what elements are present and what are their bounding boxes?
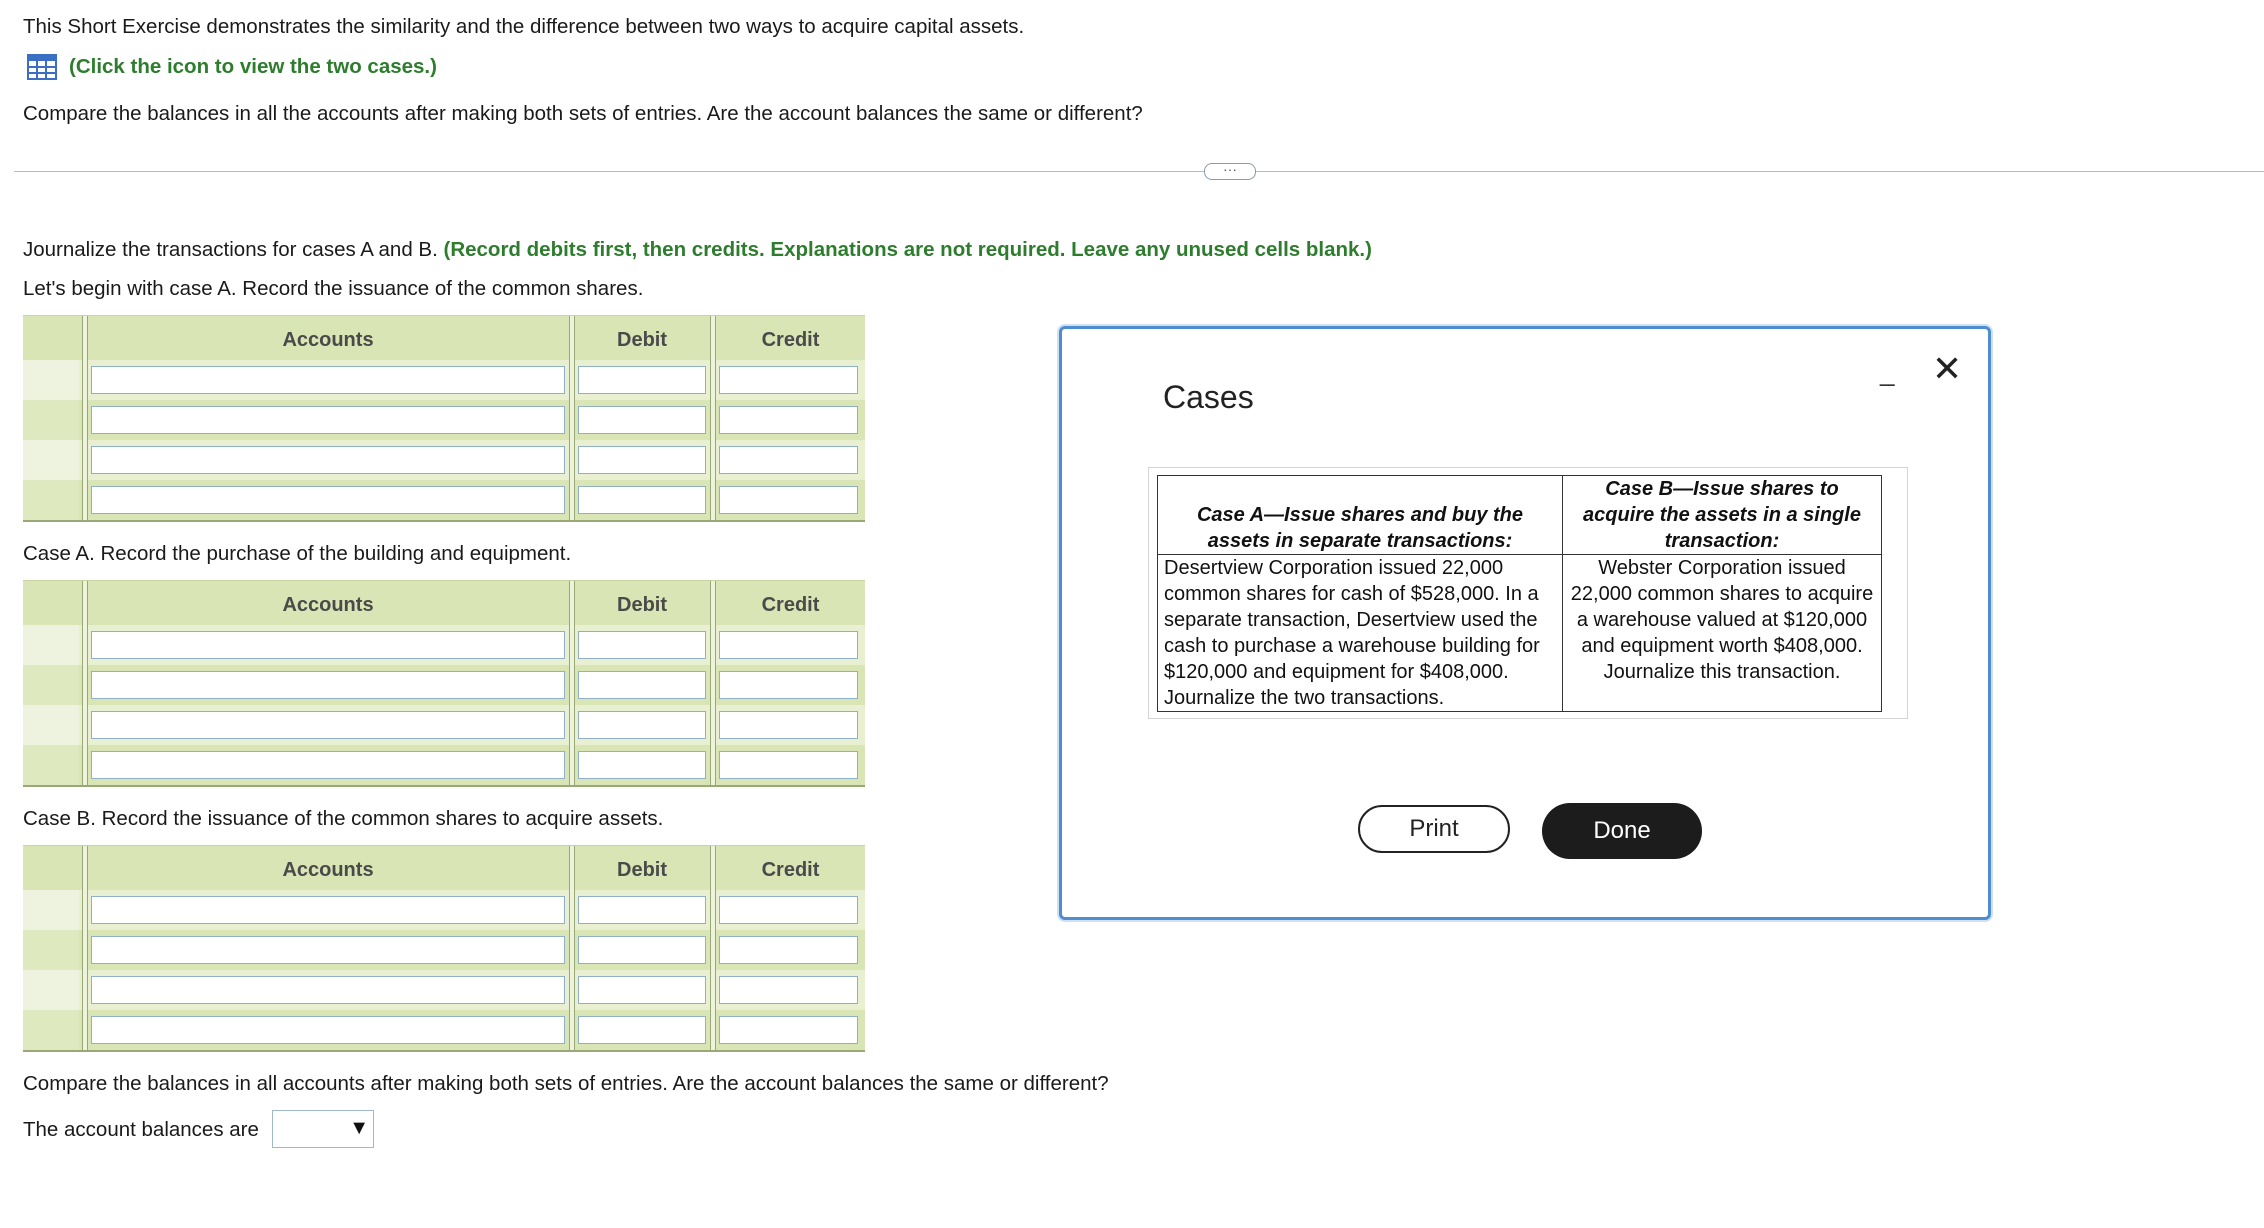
debit-input[interactable]	[578, 366, 706, 394]
table-row	[23, 400, 865, 440]
instructions-note: (Record debits first, then credits. Explanations are not required. Leave any unused cells blank.)	[443, 238, 1372, 261]
credit-input[interactable]	[719, 486, 858, 514]
case-a-text: Desertview Corporation issued 22,000 common shares for cash of $528,000. In a separate transaction, Desertview used the cash to purchase a warehouse building for $120,000 and equipment for $408,000. Journalize the two transactions.	[1158, 555, 1563, 712]
debit-input[interactable]	[578, 751, 706, 779]
account-input[interactable]	[91, 631, 565, 659]
table-row	[23, 930, 865, 970]
debit-input[interactable]	[578, 936, 706, 964]
table-header	[23, 580, 865, 625]
account-input[interactable]	[91, 936, 565, 964]
header-accounts: Accounts	[282, 859, 374, 881]
cases-dialog	[1059, 326, 1991, 920]
table-icon[interactable]	[27, 54, 57, 85]
journal-table-case-a-shares	[23, 315, 865, 522]
case-b-header: Case B—Issue shares to acquire the assets in a single transaction:	[1563, 476, 1882, 555]
account-input[interactable]	[91, 406, 565, 434]
table-row	[23, 665, 865, 705]
credit-input[interactable]	[719, 751, 858, 779]
debit-input[interactable]	[578, 486, 706, 514]
credit-input[interactable]	[719, 406, 858, 434]
instructions-prefix: Journalize the transactions for cases A and B.	[23, 238, 444, 261]
case-a-header: Case A—Issue shares and buy the assets in separate transactions:	[1158, 476, 1563, 555]
account-input[interactable]	[91, 711, 565, 739]
minimize-icon[interactable]: _	[1880, 357, 1895, 387]
account-input[interactable]	[91, 976, 565, 1004]
intro-text: This Short Exercise demonstrates the similarity and the difference between two ways to acquire capital assets.	[23, 15, 1025, 38]
table-row	[23, 360, 865, 400]
credit-input[interactable]	[719, 896, 858, 924]
table-row	[23, 705, 865, 745]
credit-input[interactable]	[719, 711, 858, 739]
debit-input[interactable]	[578, 711, 706, 739]
credit-input[interactable]	[719, 1016, 858, 1044]
journal-table-case-a-purchase	[23, 580, 865, 787]
journal-table-case-b	[23, 845, 865, 1052]
debit-input[interactable]	[578, 446, 706, 474]
print-button[interactable]: Print	[1358, 805, 1510, 853]
credit-input[interactable]	[719, 446, 858, 474]
account-input[interactable]	[91, 1016, 565, 1044]
account-input[interactable]	[91, 366, 565, 394]
dialog-title: Cases	[1163, 379, 1254, 415]
table-row	[23, 440, 865, 480]
close-icon[interactable]: ✕	[1932, 348, 1963, 389]
cases-table	[1157, 475, 1882, 712]
table-header	[23, 315, 865, 360]
table-row	[23, 625, 865, 665]
header-debit: Debit	[617, 329, 667, 351]
debit-input[interactable]	[578, 896, 706, 924]
table-row	[23, 745, 865, 785]
expand-button[interactable]: ···	[1204, 163, 1256, 180]
dropdown-arrow-icon: ▼	[349, 1117, 369, 1139]
header-credit: Credit	[761, 594, 820, 616]
credit-input[interactable]	[719, 671, 858, 699]
header-accounts: Accounts	[282, 329, 374, 351]
table-row	[23, 1010, 865, 1050]
account-balances-select[interactable]	[272, 1110, 374, 1148]
debit-input[interactable]	[578, 631, 706, 659]
header-credit: Credit	[761, 859, 820, 881]
header-debit: Debit	[617, 859, 667, 881]
debit-input[interactable]	[578, 1016, 706, 1044]
account-input[interactable]	[91, 671, 565, 699]
debit-input[interactable]	[578, 406, 706, 434]
header-accounts: Accounts	[282, 594, 374, 616]
view-cases-link[interactable]: (Click the icon to view the two cases.)	[69, 55, 437, 78]
case-b-text: Webster Corporation issued 22,000 common shares to acquire a warehouse valued at $120,000 and equipment worth $408,000. Journalize this transaction.	[1563, 555, 1882, 712]
table-row	[23, 480, 865, 520]
account-input[interactable]	[91, 446, 565, 474]
case-b-label: Case B. Record the issuance of the common shares to acquire assets.	[23, 807, 664, 830]
compare-question: Compare the balances in all accounts after making both sets of entries. Are the account balances the same or different?	[23, 1072, 1109, 1095]
account-input[interactable]	[91, 896, 565, 924]
done-button[interactable]: Done	[1542, 803, 1702, 859]
section-divider	[14, 171, 2264, 172]
account-input[interactable]	[91, 486, 565, 514]
table-header	[23, 845, 865, 890]
table-row	[23, 890, 865, 930]
account-input[interactable]	[91, 751, 565, 779]
case-a-shares-label: Let's begin with case A. Record the issuance of the common shares.	[23, 277, 644, 300]
case-a-purchase-label: Case A. Record the purchase of the building and equipment.	[23, 542, 572, 565]
header-debit: Debit	[617, 594, 667, 616]
debit-input[interactable]	[578, 976, 706, 1004]
credit-input[interactable]	[719, 976, 858, 1004]
header-credit: Credit	[761, 329, 820, 351]
credit-input[interactable]	[719, 631, 858, 659]
credit-input[interactable]	[719, 936, 858, 964]
table-row	[23, 970, 865, 1010]
intro-question: Compare the balances in all the accounts after making both sets of entries. Are the account balances the same or different?	[23, 102, 1143, 125]
debit-input[interactable]	[578, 671, 706, 699]
credit-input[interactable]	[719, 366, 858, 394]
instructions	[23, 237, 1372, 263]
answer-prefix: The account balances are	[23, 1118, 259, 1141]
